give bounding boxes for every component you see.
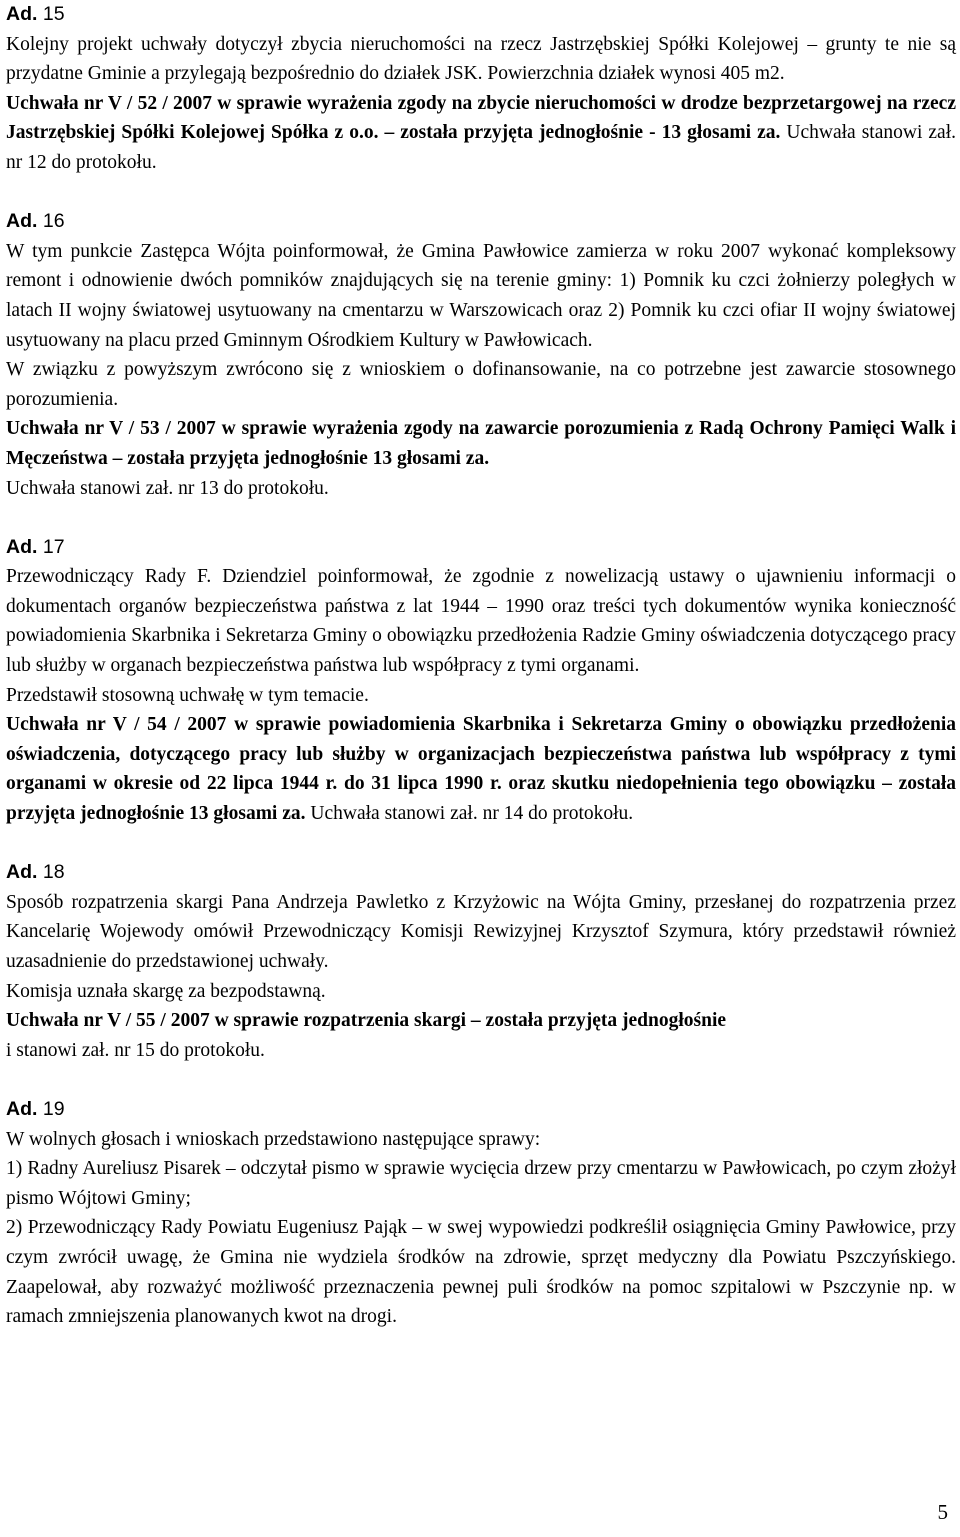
- resolution-text: Uchwała nr V / 55 / 2007 w sprawie rozpatrzenia skargi – została przyjęta jednogłośnie: [6, 1010, 727, 1032]
- section-label: Ad.: [6, 1097, 38, 1120]
- section-18-paragraph-1: Sposób rozpatrzenia skargi Pana Andrzeja Pawletko z Krzyżowic na Wójta Gminy, przesłanej do rozpatrzenia przez Kancelarię Wojewody omówił Przewodniczący Komisji Rewizyjnej Krzysztof Szymura, który przedstawił również uzasadnienie do przedstawionej uchwały.: [6, 891, 956, 972]
- section-15-resolution: [6, 89, 956, 178]
- section-16-attachment: Uchwała stanowi zał. nr 13 do protokołu.: [6, 477, 329, 499]
- resolution-text: Uchwała nr V / 53 / 2007 w sprawie wyrażenia zgody na zawarcie porozumienia z Radą Ochrony Pamięci Walk i Męczeństwa – została przyjęta jednogłośnie 13 głosami za.: [6, 418, 956, 469]
- section-15-intro: Kolejny projekt uchwały dotyczył zbycia nieruchomości na rzecz Jastrzębskiej Spółki Kolejowej – grunty te nie są przydatne Gminie a przylegają bezpośrednio do działek JSK. Powierzchnia działek wynosi 405 m2.: [6, 33, 956, 85]
- section-18-attachment: i stanowi zał. nr 15 do protokołu.: [6, 1039, 265, 1061]
- resolution-text: Uchwała nr V / 54 / 2007 w sprawie powiadomienia Skarbnika i Sekretarza Gminy o obowiązku przedłożenia oświadczenia, dotyczącego pracy lub służby w organizacjach bezpieczeństwa państwa lub współpracy z tymi organami w okresie od 22 lipca 1944 r. do 31 lipca 1990 r. oraz skutku niedopełnienia tego obowiązku – została przyjęta jednogłośnie 13 głosami za.: [6, 714, 956, 825]
- section-16-paragraph-1: W tym punkcie Zastępca Wójta poinformował, że Gmina Pawłowice zamierza w roku 2007 wykonać kompleksowy remont i odnowienie dwóch pomników znajdujących się na terenie gminy: 1) Pomnik ku czci żołnierzy poległych w latach II wojny światowej usytuowany na cmentarzu w Warszowicach oraz 2) Pomnik ku czci ofiar II wojny światowej usytuowany na placu przed Gminnym Ośrodkiem Kultury w Pawłowicach.: [6, 240, 956, 351]
- section-19-item-2: 2) Przewodniczący Rady Powiatu Eugeniusz Pająk – w swej wypowiedzi podkreślił osiągnięcia Gminy Pawłowice, przy czym zwrócił uwagę, że Gmina nie wydziela środków na zdrowie, sprzęt medyczny dla Powiatu Pszczyńskiego. Zaapelował, aby rozważyć możliwość przeznaczenia pewnej puli środków na pomoc szpitalowi w Pszczynie np. w ramach zmniejszenia planowanych kwot na drogi.: [6, 1217, 956, 1328]
- section-19-paragraph-1: W wolnych głosach i wnioskach przedstawiono następujące sprawy:: [6, 1128, 541, 1150]
- section-label: Ad.: [6, 210, 38, 233]
- section-number: 18: [42, 861, 65, 884]
- section-17-resolution: [6, 710, 956, 828]
- section-number: 19: [42, 1097, 65, 1120]
- page-number: 5: [937, 1500, 948, 1524]
- section-16-paragraph-2: W związku z powyższym zwrócono się z wnioskiem o dofinansowanie, na co potrzebne jest zawarcie stosownego porozumienia.: [6, 359, 956, 410]
- section-17-paragraph-1: Przewodniczący Rady F. Dziendziel poinformował, że zgodnie z nowelizacją ustawy o ujawnieniu informacji o dokumentach organów bezpieczeństwa państwa z lat 1944 – 1990 oraz treści tych dokumentów wynika konieczność powiadomienia Skarbnika i Sekretarza Gminy o obowiązku przedłożenia Radzie Gminy oświadczenia dotyczącego pracy lub służby w organach bezpieczeństwa państwa lub współpracy z tymi organami.: [6, 566, 956, 677]
- section-number: 16: [42, 210, 65, 233]
- section-heading-15: [6, 0, 956, 30]
- section-label: Ad.: [6, 3, 38, 25]
- section-18-paragraph-2: Komisja uznała skargę za bezpodstawną.: [6, 980, 326, 1002]
- section-16-resolution: [6, 414, 956, 473]
- resolution-attachment: Uchwała stanowi zał. nr 14 do protokołu.: [305, 803, 634, 825]
- resolution-text: Uchwała nr V / 52 / 2007 w sprawie wyrażenia zgody na zbycie nieruchomości w drodze bezprzetargowej na rzecz Jastrzębskiej Spółki Kolejowej Spółka z o.o. – została przyjęta jednogłośnie - 13 głosami za.: [6, 92, 956, 144]
- section-heading-17: [6, 533, 956, 563]
- section-number: 17: [42, 535, 65, 558]
- section-number: 15: [42, 3, 65, 25]
- section-18-resolution: [6, 1006, 956, 1036]
- section-label: Ad.: [6, 535, 38, 558]
- resolution-attachment: Uchwała stanowi zał. nr 12 do protokołu.: [6, 122, 957, 173]
- section-heading-19: [6, 1095, 956, 1125]
- section-19-item-1: 1) Radny Aureliusz Pisarek – odczytał pismo w sprawie wycięcia drzew przy cmentarzu w Pawłowicach, po czym złożył pismo Wójtowi Gminy;: [6, 1158, 956, 1209]
- section-17-paragraph-2: Przedstawił stosowną uchwałę w tym temacie.: [6, 684, 369, 706]
- section-heading-18: [6, 858, 956, 888]
- document-page: [6, 0, 956, 1332]
- section-heading-16: [6, 207, 956, 237]
- section-label: Ad.: [6, 861, 38, 884]
